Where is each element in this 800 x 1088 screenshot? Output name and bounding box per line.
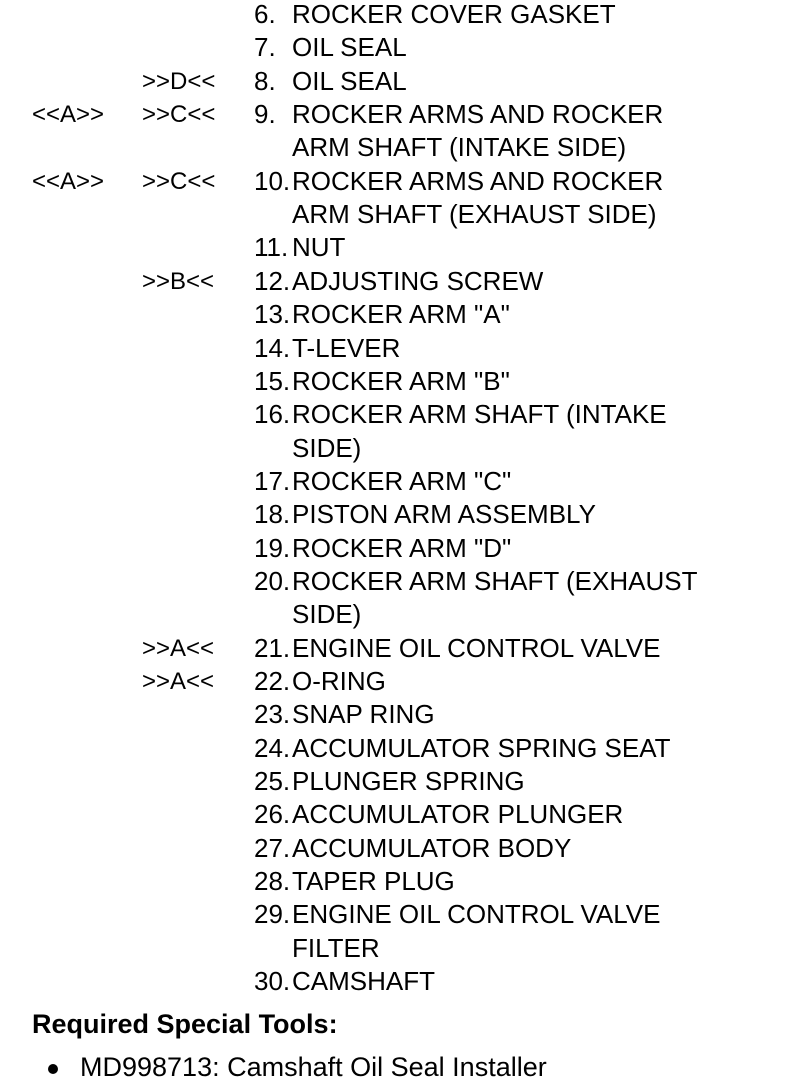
item-description: T-LEVER	[292, 332, 401, 363]
item-description: ARM SHAFT (INTAKE SIDE)	[292, 132, 627, 163]
tool-list-item	[0, 1050, 800, 1084]
procedure-marker-right: >>C<<	[142, 101, 216, 129]
item-description: FILTER	[292, 932, 380, 963]
item-number: 6.	[254, 0, 276, 29]
item-description: O-RING	[292, 666, 386, 696]
item-description: ACCUMULATOR BODY	[292, 832, 572, 863]
item-description: ROCKER COVER GASKET	[292, 0, 616, 29]
procedure-marker-right: >>C<<	[142, 167, 216, 195]
item-description: ROCKER ARM "D"	[292, 532, 512, 563]
item-number: 16.	[254, 399, 291, 430]
item-description: ROCKER ARM "C"	[292, 465, 512, 496]
item-number: 24.	[254, 732, 291, 763]
item-description: SIDE)	[292, 599, 362, 630]
item-number: 11.	[254, 232, 289, 263]
item-number: 17.	[254, 465, 291, 496]
item-description: ROCKER ARM "B"	[292, 365, 510, 396]
item-description: NUT	[292, 232, 346, 263]
item-number: 19.	[254, 532, 291, 563]
item-number: 30.	[254, 966, 291, 997]
item-description: ENGINE OIL CONTROL VALVE	[292, 632, 661, 663]
item-description: ROCKER ARM "A"	[292, 299, 510, 330]
item-number: 9.	[254, 99, 276, 130]
procedure-marker-right: >>D<<	[142, 67, 216, 95]
item-description: ROCKER ARMS AND ROCKER	[292, 99, 664, 130]
item-description: CAMSHAFT	[292, 966, 435, 997]
item-description: PLUNGER SPRING	[292, 766, 525, 797]
item-number: 8.	[254, 65, 276, 96]
item-number: 25.	[254, 766, 291, 797]
item-number: 10.	[254, 165, 291, 196]
item-number: 29.	[254, 899, 291, 930]
item-number: 21.	[254, 632, 291, 663]
item-description: ENGINE OIL CONTROL VALVE	[292, 899, 661, 930]
item-description: PISTON ARM ASSEMBLY	[292, 499, 596, 530]
item-number: 12.	[254, 265, 291, 296]
tool-text: MD998713: Camshaft Oil Seal Installer	[80, 1052, 547, 1082]
item-description: OIL SEAL	[292, 65, 407, 96]
item-number: 26.	[254, 799, 291, 830]
item-description: OIL SEAL	[292, 32, 407, 63]
item-description: TAPER PLUG	[292, 866, 455, 897]
procedure-marker-right: >>A<<	[142, 668, 215, 695]
item-description: SIDE)	[292, 432, 362, 463]
bullet-icon	[48, 1064, 58, 1074]
item-description: SNAP RING	[292, 699, 435, 730]
item-number: 7.	[254, 32, 276, 63]
special-tools-list	[0, 1050, 800, 1084]
procedure-marker-right: >>B<<	[142, 267, 215, 295]
item-description: ACCUMULATOR SPRING SEAT	[292, 732, 671, 763]
item-description: ARM SHAFT (EXHAUST SIDE)	[292, 199, 657, 230]
procedure-marker-right: >>A<<	[142, 634, 215, 662]
item-number: 14.	[254, 332, 291, 363]
item-number: 27.	[254, 832, 291, 863]
item-number: 18.	[254, 499, 291, 530]
item-number: 22.	[254, 666, 291, 696]
item-number: 23.	[254, 699, 291, 730]
item-number: 15.	[254, 365, 291, 396]
procedure-marker-left: <<A>>	[32, 101, 105, 129]
item-description: ACCUMULATOR PLUNGER	[292, 799, 624, 830]
item-number: 13.	[254, 299, 291, 330]
item-description: ROCKER ARMS AND ROCKER	[292, 165, 664, 196]
required-special-tools-heading: Required Special Tools:	[32, 1009, 338, 1039]
item-description: ADJUSTING SCREW	[292, 265, 544, 296]
item-description: ROCKER ARM SHAFT (EXHAUST	[292, 565, 698, 596]
procedure-marker-left: <<A>>	[32, 167, 105, 195]
item-number: 28.	[254, 866, 291, 897]
item-description: ROCKER ARM SHAFT (INTAKE	[292, 399, 667, 430]
item-number: 20.	[254, 565, 291, 596]
